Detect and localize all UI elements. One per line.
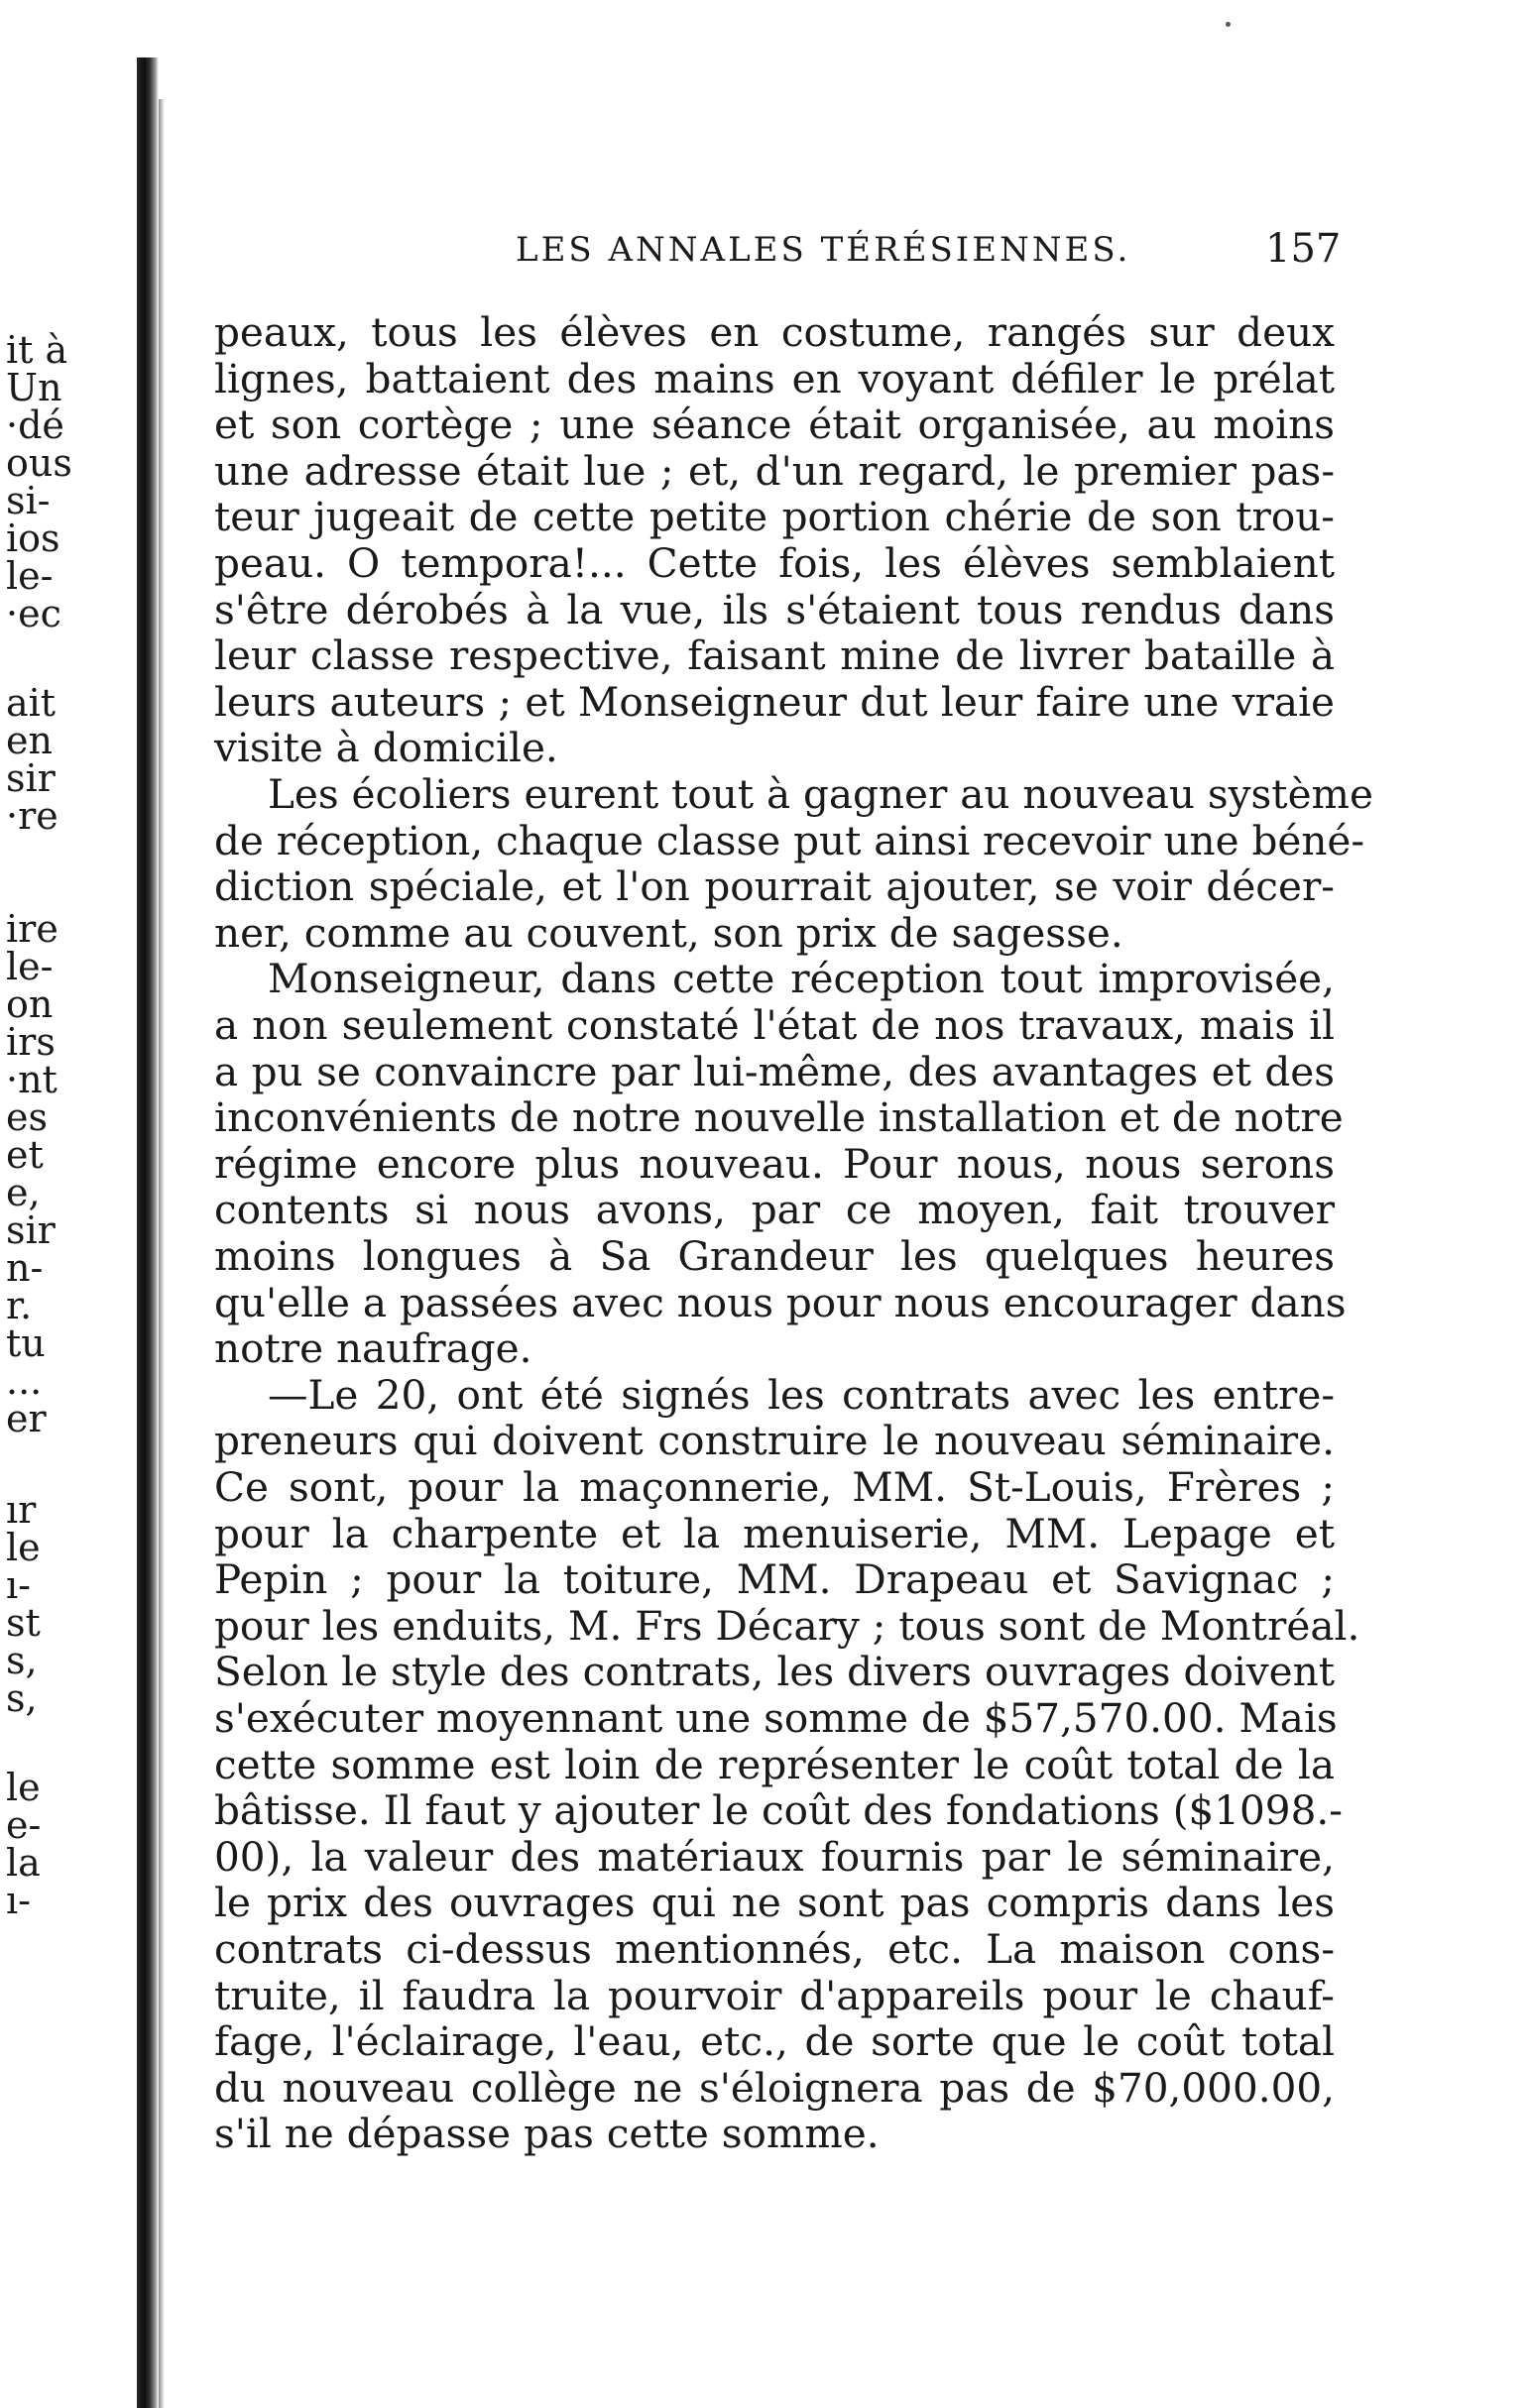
text-line: bâtisse. Il faut y ajouter le coût des fondations ($1098.- — [214, 1786, 1343, 1834]
running-header: LES ANNALES TÉRÉSIENNES. — [516, 230, 1131, 270]
fragment-line: s, — [6, 1639, 38, 1682]
fragment-line: ı- — [6, 1563, 31, 1607]
fragment-line: s, — [6, 1676, 38, 1720]
text-line: contrats ci-dessus mentionnés, etc. La maison cons- — [214, 1925, 1335, 1973]
page-number: 157 — [1265, 226, 1342, 272]
fragment-line: ır — [6, 1488, 37, 1532]
fragment-line: ·ec — [6, 592, 61, 635]
fragment-line: Un — [6, 366, 62, 409]
text-line: leurs auteurs ; et Monseigneur dut leur faire une vraie — [214, 678, 1335, 726]
fragment-line: le- — [6, 554, 54, 598]
text-line: Les écoliers eurent tout à gagner au nouveau système — [268, 770, 1373, 818]
fragment-line: on — [6, 982, 54, 1026]
text-line: peau. O tempora!... Cette fois, les élèves semblaient — [214, 539, 1335, 587]
text-line: notre naufrage. — [214, 1324, 532, 1372]
text-line: s'exécuter moyennant une somme de $57,570.00. Mais — [214, 1694, 1338, 1742]
text-line: inconvénients de notre nouvelle installation et de notre — [214, 1093, 1344, 1141]
text-line: 00), la valeur des matériaux fournis par le séminaire, — [214, 1833, 1335, 1881]
fragment-line: n- — [6, 1246, 44, 1290]
text-line: qu'elle a passées avec nous pour nous encourager dans — [214, 1279, 1347, 1326]
stray-ink-dot — [1226, 22, 1231, 27]
fragment-line: la — [6, 1841, 41, 1885]
fragment-line: si- — [6, 479, 51, 522]
text-line: a pu se convaincre par lui-même, des avantages et des — [214, 1048, 1335, 1095]
text-line: visite à domicile. — [214, 724, 558, 771]
fragment-line: it à — [6, 328, 68, 372]
text-line: s'il ne dépasse pas cette somme. — [214, 2110, 880, 2157]
text-line: fage, l'éclairage, l'eau, etc., de sorte que le coût total — [214, 2017, 1335, 2065]
text-line: cette somme est loin de représenter le coût total de la — [214, 1741, 1335, 1788]
text-line: —Le 20, ont été signés les contrats avec les entre- — [268, 1371, 1335, 1419]
text-line: peaux, tous les élèves en costume, rangés sur deux — [214, 308, 1335, 356]
text-line: lignes, battaient des mains en voyant défiler le prélat — [214, 355, 1335, 402]
fragment-line: le — [6, 1766, 41, 1809]
text-line: moins longues à Sa Grandeur les quelques heures — [214, 1232, 1335, 1280]
text-line: régime encore plus nouveau. Pour nous, nous serons — [214, 1140, 1335, 1188]
fragment-line: ·dé — [6, 403, 64, 447]
fragment-line: ios — [6, 516, 60, 560]
text-line: ner, comme au couvent, son prix de sagesse. — [214, 909, 1123, 957]
fragment-line: tu — [6, 1321, 46, 1365]
fragment-line: ous — [6, 441, 72, 485]
text-line: Selon le style des contrats, les divers ouvrages doivent — [214, 1648, 1335, 1695]
text-line: preneurs qui doivent construire le nouveau séminaire. — [214, 1417, 1335, 1464]
fragment-line: le — [6, 1526, 41, 1569]
book-gutter-shadow — [137, 57, 159, 2408]
text-line: Pepin ; pour la toiture, MM. Drapeau et Savignac ; — [214, 1555, 1335, 1603]
fragment-line: sir — [6, 756, 56, 800]
fragment-line: et — [6, 1133, 44, 1177]
text-line: a non seulement constaté l'état de nos travaux, mais il — [214, 1001, 1335, 1049]
fragment-line: er — [6, 1397, 47, 1440]
text-line: et son cortège ; une séance était organisée, au moins — [214, 401, 1335, 448]
fragment-line: ·re — [6, 794, 59, 838]
fragment-line: sir — [6, 1208, 56, 1252]
text-line: s'être dérobés à la vue, ils s'étaient tous rendus dans — [214, 586, 1335, 633]
fragment-line: es — [6, 1095, 48, 1139]
fragment-line: en — [6, 719, 53, 762]
text-line: teur jugeait de cette petite portion chérie de son trou- — [214, 493, 1335, 540]
text-line: pour les enduits, M. Frs Décary ; tous sont de Montréal. — [214, 1602, 1360, 1650]
text-line: contents si nous avons, par ce moyen, fait trouver — [214, 1186, 1335, 1233]
text-line: le prix des ouvrages qui ne sont pas compris dans les — [214, 1879, 1335, 1926]
fragment-line: ·nt — [6, 1058, 58, 1101]
text-line: truite, il faudra la pourvoir d'appareils pour le chauf- — [214, 1972, 1335, 2019]
text-line: diction spéciale, et l'on pourrait ajouter, se voir décer- — [214, 862, 1335, 910]
gutter-fade — [159, 99, 165, 2408]
text-line: Monseigneur, dans cette réception tout improvisée, — [268, 955, 1335, 1002]
fragment-line: st — [6, 1601, 41, 1645]
text-line: de réception, chaque classe put ainsi recevoir une béné- — [214, 817, 1365, 864]
fragment-line: irs — [6, 1020, 56, 1064]
fragment-line: le- — [6, 945, 54, 988]
text-line: une adresse était lue ; et, d'un regard, le premier pas- — [214, 447, 1335, 495]
text-line: du nouveau collège ne s'éloignera pas de $70,000.00, — [214, 2064, 1335, 2112]
fragment-line: ... — [6, 1359, 43, 1403]
text-line: Ce sont, pour la maçonnerie, MM. St-Louis, Frères ; — [214, 1463, 1335, 1511]
fragment-line: ire — [6, 907, 59, 951]
fragment-line: e, — [6, 1171, 41, 1214]
fragment-line: ı- — [6, 1879, 31, 1922]
fragment-line: e- — [6, 1803, 42, 1847]
text-line: leur classe respective, faisant mine de livrer bataille à — [214, 631, 1335, 679]
text-line: pour la charpente et la menuiserie, MM. Lepage et — [214, 1510, 1335, 1557]
fragment-line: ait — [6, 681, 57, 725]
fragment-line: r. — [6, 1284, 33, 1327]
